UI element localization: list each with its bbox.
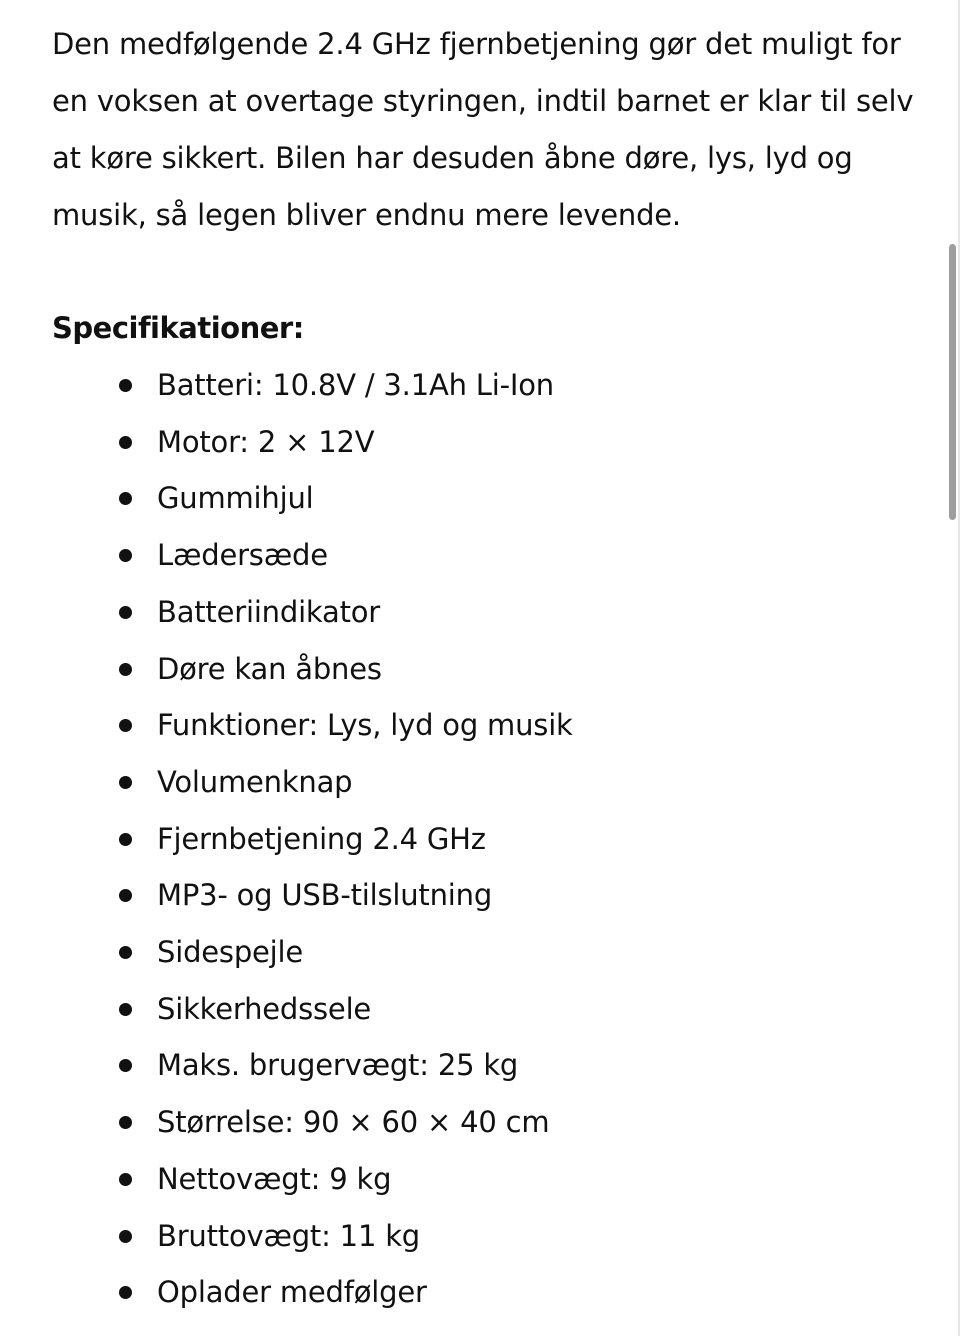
specifications-heading: Specifikationer:: [52, 311, 304, 345]
bullet-icon: [119, 719, 132, 732]
list-item-text: Sidespejle: [157, 935, 304, 970]
list-item-text: Sikkerhedssele: [157, 991, 372, 1026]
list-item-text: Volumenknap: [157, 764, 353, 799]
list-item: [52, 924, 922, 981]
list-item: [52, 1037, 922, 1094]
list-item-text: Nettovægt: 9 kg: [157, 1161, 392, 1196]
list-item-text: Motor: 2 × 12V: [157, 424, 375, 459]
bullet-icon: [119, 606, 132, 619]
bullet-icon: [119, 946, 132, 959]
list-item-text: Gummihjul: [157, 481, 314, 516]
list-item: [52, 584, 922, 641]
product-description: [52, 16, 922, 1321]
list-item: [52, 414, 922, 471]
bullet-icon: [119, 492, 132, 505]
list-item: [52, 1264, 922, 1321]
bullet-icon: [119, 889, 132, 902]
list-item: [52, 1094, 922, 1151]
scrollbar-thumb[interactable]: [949, 244, 956, 520]
specifications-list: [52, 357, 922, 1321]
list-item-text: Størrelse: 90 × 60 × 40 cm: [157, 1105, 550, 1140]
list-item-text: Batteri: 10.8V / 3.1Ah Li-Ion: [157, 368, 554, 402]
description-paragraph: Den medfølgende 2.4 GHz fjernbetjening gør det muligt for en voksen at overtage styringen, indtil barnet er klar til selv at køre sikkert. Bilen har desuden åbne døre, lys, lyd og musik, så legen bliver endnu mere levende.: [52, 27, 914, 232]
bullet-icon: [119, 1003, 132, 1016]
list-item: [52, 357, 922, 414]
list-item-text: Lædersæde: [157, 538, 328, 573]
bullet-icon: [119, 1059, 132, 1072]
list-item: [52, 811, 922, 868]
bullet-icon: [119, 379, 132, 392]
list-item: [52, 697, 922, 754]
list-item: [52, 1151, 922, 1208]
list-item-text: Funktioner: Lys, lyd og musik: [157, 708, 573, 743]
bullet-icon: [119, 776, 132, 789]
bullet-icon: [119, 549, 132, 562]
bullet-icon: [119, 1116, 132, 1129]
list-item: [52, 470, 922, 527]
bullet-icon: [119, 1230, 132, 1243]
list-item: [52, 641, 922, 698]
list-item: [52, 1208, 922, 1265]
list-item: [52, 867, 922, 924]
list-item-text: Døre kan åbnes: [157, 651, 382, 686]
list-item-text: MP3- og USB-tilslutning: [157, 878, 493, 913]
list-item: [52, 754, 922, 811]
list-item-text: Maks. brugervægt: 25 kg: [157, 1048, 519, 1083]
bullet-icon: [119, 436, 132, 449]
bullet-icon: [119, 1173, 132, 1186]
list-item-text: Batteriindikator: [157, 594, 381, 629]
list-item-text: Bruttovægt: 11 kg: [157, 1218, 421, 1253]
bullet-icon: [119, 833, 132, 846]
bullet-icon: [119, 1286, 132, 1299]
bullet-icon: [119, 663, 132, 676]
list-item-text: Oplader medfølger: [157, 1275, 427, 1310]
list-item: [52, 981, 922, 1038]
list-item: [52, 527, 922, 584]
list-item-text: Fjernbetjening 2.4 GHz: [157, 821, 486, 856]
